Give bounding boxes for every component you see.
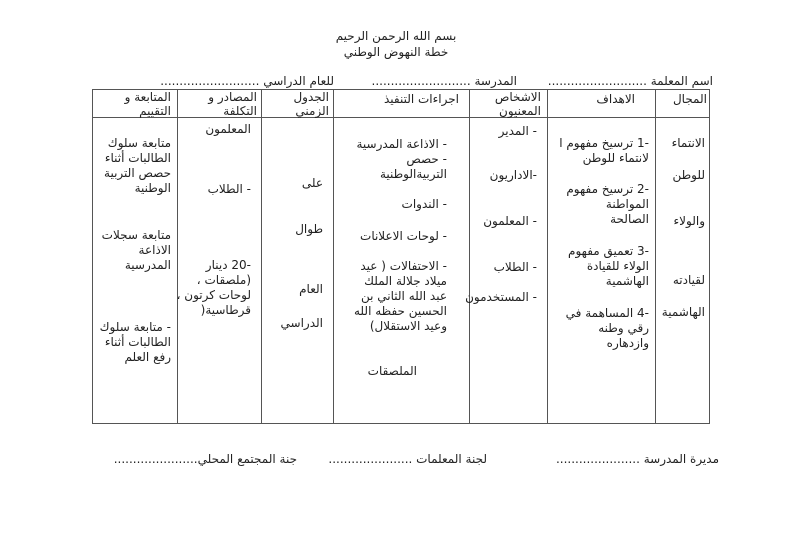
person-students: - الطلاب xyxy=(493,260,537,274)
header-resources xyxy=(208,90,257,118)
domain-text-1: الانتماء xyxy=(671,136,705,150)
followup-3-line3: رفع العلم xyxy=(124,350,171,364)
person-teachers: - المعلمون xyxy=(483,214,537,228)
followup-3-line1: - متابعة سلوك xyxy=(99,320,171,334)
schedule-word-2: طوال xyxy=(295,222,323,236)
resource-cost-3: لوحات كرتون ، xyxy=(176,288,251,302)
header-resources-line1: المصادر و xyxy=(208,90,257,104)
header-resources-line2: التكلفة xyxy=(223,104,257,118)
domain-text-2: للوطن xyxy=(672,168,705,182)
header-schedule-line2: الزمني xyxy=(295,104,329,118)
domain-text-3: والولاء xyxy=(673,214,705,228)
followup-1-line3: حصص التربية xyxy=(104,166,171,180)
resource-cost-4: قرطاسية( xyxy=(200,303,251,317)
resource-cost-2: (ملصقات ، xyxy=(196,273,251,287)
header-persons-line1: الاشخاص xyxy=(494,90,541,104)
goal-2-line1: -2 ترسيخ مفهوم xyxy=(566,182,649,196)
procedure-celebrations-2: ميلاد جلالة الملك xyxy=(364,274,447,288)
person-staff: - المستخدمون xyxy=(465,290,537,304)
resource-cost-1: -20 دينار xyxy=(205,258,251,272)
teacher-name-line: اسم المعلمة .......................... xyxy=(547,74,713,88)
followup-2-line1: متابعة سجلات xyxy=(101,228,171,242)
header-schedule-line1: الجدول xyxy=(293,90,329,104)
followup-3-line2: الطالبات أثناء xyxy=(104,335,171,349)
person-admins: -الاداريون xyxy=(489,168,537,182)
school-line: المدرسة .......................... xyxy=(371,74,517,88)
procedure-celebrations-5: وعيد الاستقلال) xyxy=(369,319,447,333)
procedure-celebrations-3: عبد الله الثاني بن xyxy=(360,289,447,303)
procedure-celebrations-4: الحسين حفظه الله xyxy=(354,304,447,318)
goal-3-line2: الولاء للقيادة xyxy=(586,259,649,273)
followup-1-line1: متابعة سلوك xyxy=(107,136,171,150)
procedure-celebrations-1: - الاحتفالات ( عيد xyxy=(360,259,447,273)
resource-students: - الطلاب xyxy=(207,182,251,196)
goal-2-line2: المواطنة xyxy=(605,197,649,211)
header-persons-line2: المعنيون xyxy=(499,104,541,118)
followup-2-line3: المدرسية xyxy=(124,258,171,272)
followup-1-line2: الطالبات أثناء xyxy=(104,151,171,165)
goal-3-line3: الهاشمية xyxy=(605,274,649,288)
basmala: بسم الله الرحمن الرحيم xyxy=(335,29,457,43)
header-domain: المجال xyxy=(672,92,707,106)
schedule-word-3: العام xyxy=(299,282,323,296)
header-followup-line2: التقييم xyxy=(139,104,171,118)
header-schedule xyxy=(293,90,329,118)
followup-1-line4: الوطنية xyxy=(134,181,171,195)
procedure-boards: - لوحات الاعلانات xyxy=(360,229,447,243)
goal-1-line1: -1 ترسيخ مفهوم ا xyxy=(559,136,649,150)
goal-3-line1: -3 تعميق مفهوم xyxy=(568,244,649,258)
schedule-word-1: على xyxy=(301,176,323,190)
resource-teachers: المعلمون xyxy=(205,122,251,136)
procedure-radio: - الاذاعة المدرسية xyxy=(356,137,447,151)
school-year-line: للعام الدراسي .......................... xyxy=(160,74,334,88)
teachers-committee-line: لجنة المعلمات ...................... xyxy=(328,452,487,466)
community-committee-line: جنة المجتمع المحلي...................... xyxy=(113,452,297,466)
plan-title: خطة النهوض الوطني xyxy=(343,45,449,59)
goal-4-line3: وازدهاره xyxy=(606,336,649,350)
followup-2-line2: الاذاعة xyxy=(138,243,171,257)
domain-text-4: لقيادته xyxy=(672,273,705,287)
procedure-classes-1: - حصص xyxy=(406,152,447,166)
procedure-seminars: - الندوات xyxy=(401,197,447,211)
header-followup xyxy=(125,90,171,118)
procedure-classes-2: التربيةالوطنية xyxy=(379,167,447,181)
header-followup-line1: المتابعة و xyxy=(124,90,171,104)
header-persons xyxy=(495,90,541,118)
principal-signature-line: مديرة المدرسة ...................... xyxy=(555,452,719,466)
goal-4-line1: -4 المساهمة في xyxy=(565,306,649,320)
schedule-word-4: الدراسي xyxy=(280,316,323,330)
goal-2-line3: الصالحة xyxy=(610,212,649,226)
procedure-posters: الملصقات xyxy=(367,364,417,378)
person-principal: - المدير xyxy=(498,124,537,138)
plan-table xyxy=(92,89,710,424)
domain-text-5: الهاشمية xyxy=(661,305,705,319)
goal-1-line2: لانتماء للوطن xyxy=(582,151,649,165)
header-procedures: اجراءات التنفيذ xyxy=(383,92,459,106)
header-goals: الاهداف xyxy=(596,92,635,106)
goal-4-line2: رقي وطنه xyxy=(598,321,649,335)
